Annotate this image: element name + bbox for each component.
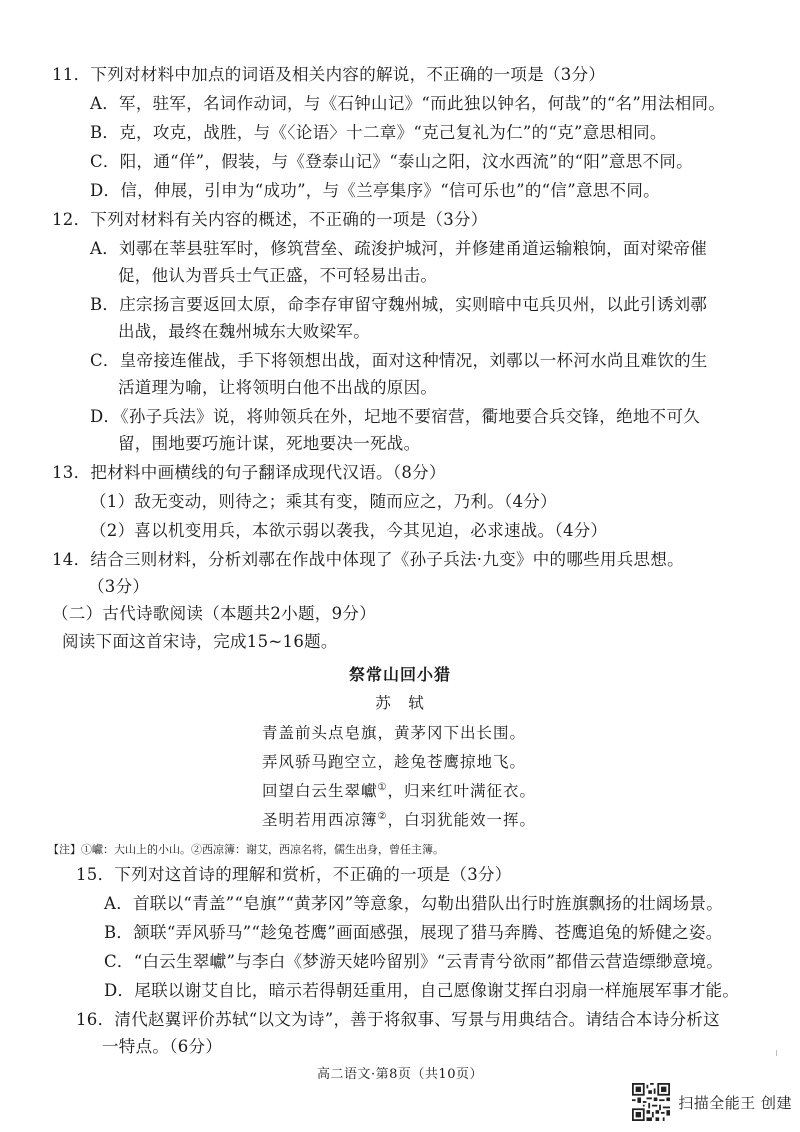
q15-option-d: D．尾联以谢艾自比，暗示若得朝廷重用，自己愿像谢艾挥白羽扇一样施展军事才能。 <box>104 981 740 1000</box>
poem-line-4-part1: 圣明若用西凉簿 <box>262 811 378 829</box>
q14-line1: 14．结合三则材料，分析刘鄩在作战中体现了《孙子兵法·九变》中的哪些用兵思想。 <box>52 550 684 569</box>
poem-line-2: 弄风骄马跑空立，趁兔苍鹰掠地飞。 <box>262 753 527 771</box>
scanner-watermark <box>632 1082 792 1122</box>
q12-option-a-line2: 促，他认为晋兵士气正盛，不可轻易出击。 <box>118 266 438 285</box>
q11-option-a: A．军，驻军，名词作动词，与《石钟山记》“而此独以钟名，何哉”的“名”用法相同。 <box>90 94 726 113</box>
qr-code-icon <box>632 1083 670 1121</box>
section-instruction: 阅读下面这首宋诗，完成15~16题。 <box>62 632 338 651</box>
footnote-marker-2: ② <box>377 810 388 822</box>
poem-line-3 <box>262 780 536 802</box>
q12-option-c-line1: C．皇帝接连催战，手下将领想出战，面对这种情况，刘鄩以一杯河水尚且难饮的生 <box>90 351 708 370</box>
q12-option-b-line1: B．庄宗扬言要返回太原，命李存审留守魏州城，实则暗中屯兵贝州，以此引诱刘鄩 <box>90 295 708 314</box>
q12-option-c-line2: 活道理为喻，让将领明白他不出战的原因。 <box>118 378 438 397</box>
section-heading: （二）古代诗歌阅读（本题共2小题，9分） <box>52 604 376 623</box>
scan-artifact <box>776 1050 777 1056</box>
page-footer: 高二语文·第8页（共10页） <box>317 1067 483 1082</box>
poem-line-1: 青盖前头点皂旗，黄茅冈下出长围。 <box>262 724 527 742</box>
poem-title: 祭常山回小猎 <box>348 665 451 684</box>
q12-option-d-line1: D．《孙子兵法》说，将帅领兵在外，圮地不要宿营，衢地要合兵交锋，绝地不可久 <box>90 407 701 426</box>
q13-sentence-1: （1）敌无变动，则待之；乘其有变，随而应之，乃利。（4分） <box>90 492 557 511</box>
q15-option-a: A．首联以“青盖”“皂旗”“黄茅冈”等意象，勾勒出猎队出行时旌旗飘扬的壮阔场景。 <box>104 894 724 913</box>
poem-line-4-part2: ，白羽犹能效一挥。 <box>387 811 536 829</box>
q12-option-d-line2: 留，围地要巧施计谋，死地要决一死战。 <box>118 434 421 453</box>
q12-option-a-line1: A．刘鄩在莘县驻军时，修筑营垒、疏浚护城河，并修建甬道运输粮饷，面对梁帝催 <box>90 239 708 258</box>
q13-sentence-2: （2）喜以机变用兵，本欲示弱以袭我，今其见迫，必求速战。（4分） <box>90 521 608 540</box>
poem-note: 【注】①巘：大山上的小山。②西凉簿：谢艾，西凉名将，儒生出身，曾任主簿。 <box>48 843 444 856</box>
q11-option-c: C．阳，通“佯”，假装，与《登泰山记》“泰山之阳，汶水西流”的“阳”意思不同。 <box>90 152 693 171</box>
scanner-watermark-text: 扫描全能王 创建 <box>678 1093 792 1112</box>
q12-stem: 12．下列对材料有关内容的概述，不正确的一项是（3分） <box>52 210 488 229</box>
q13-stem: 13．把材料中画横线的句子翻译成现代汉语。（8分） <box>52 463 446 482</box>
q14-line2: （3分） <box>88 577 150 596</box>
poem-line-3-part1: 回望白云生翠巘 <box>262 782 378 800</box>
q16-line1: 16．清代赵翼评价苏轼“以文为诗”，善于将叙事、写景与用典结合。请结合本诗分析这 <box>76 1010 720 1029</box>
footnote-marker-1: ① <box>377 781 388 793</box>
q16-line2: 一特点。（6分） <box>102 1037 223 1056</box>
q15-option-b: B．颔联“弄风骄马”“趁兔苍鹰”画面感强，展现了猎马奔腾、苍鹰追兔的矫健之姿。 <box>104 923 723 942</box>
poem-author: 苏 轼 <box>375 694 425 712</box>
poem-line-4 <box>262 809 536 831</box>
q12-option-b-line2: 出战，最终在魏州城东大败梁军。 <box>118 322 370 341</box>
poem-line-3-part2: ，归来红叶满征衣。 <box>387 782 536 800</box>
q15-option-c: C．“白云生翠巘”与李白《梦游天姥吟留别》“云青青兮欲雨”都借云营造缥缈意境。 <box>104 952 724 971</box>
q11-option-b: B．克，攻克，战胜，与《〈论语〉十二章》“克己复礼为仁”的“克”意思相同。 <box>90 123 667 142</box>
q15-stem: 15．下列对这首诗的理解和赏析，不正确的一项是（3分） <box>76 865 512 884</box>
q11-stem: 11．下列对材料中加点的词语及相关内容的解说，不正确的一项是（3分） <box>52 65 606 84</box>
q11-option-d: D．信，伸展，引申为“成功”，与《兰亭集序》“信可乐也”的“信”意思不同。 <box>90 181 660 200</box>
